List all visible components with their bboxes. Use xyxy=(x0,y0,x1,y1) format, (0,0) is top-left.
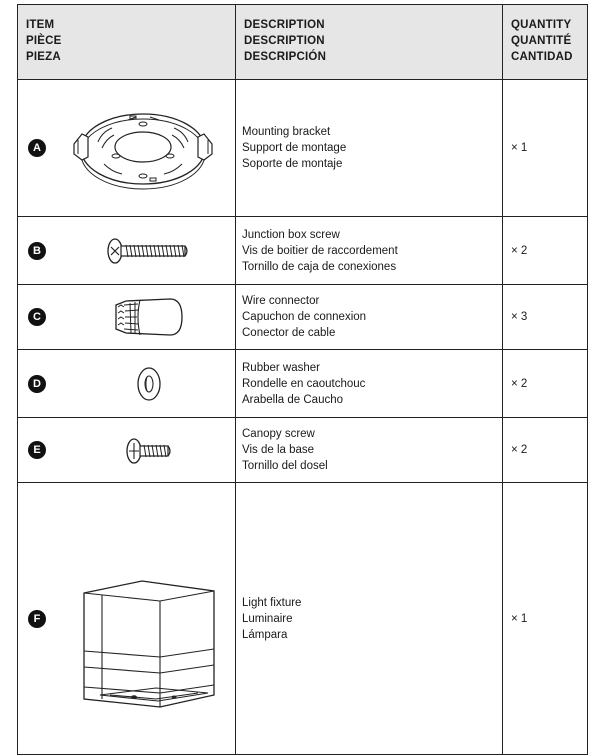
table-row xyxy=(18,217,588,285)
table-row xyxy=(18,350,588,418)
table-row xyxy=(18,483,588,755)
quantity-cell-e: × 2 xyxy=(503,418,588,483)
item-cell-b xyxy=(18,217,236,285)
description-cell-f xyxy=(236,483,503,755)
description-cell-a xyxy=(236,80,503,217)
description-es: Arabella de Caucho xyxy=(242,393,344,406)
header-item-fr: PIÈCE xyxy=(26,35,62,47)
description-fr: Vis de la base xyxy=(242,444,315,456)
header-quantity-en: QUANTITY xyxy=(511,19,572,31)
description-es: Conector de cable xyxy=(242,327,336,339)
description-fr: Support de montage xyxy=(242,142,347,154)
table-row xyxy=(18,80,588,217)
header-quantity xyxy=(503,5,588,80)
description-en: Junction box screw xyxy=(242,228,340,241)
header-description-es: DESCRIPCIÓN xyxy=(244,51,327,63)
description-es: Soporte de montaje xyxy=(242,158,343,170)
description-es: Tornillo de caja de conexiones xyxy=(242,260,397,273)
description-en: Light fixture xyxy=(242,596,302,609)
description-en: Rubber washer xyxy=(242,361,320,374)
description-en: Mounting bracket xyxy=(242,126,331,138)
light-fixture-icon xyxy=(80,575,220,715)
quantity-cell-a: × 1 xyxy=(503,80,588,217)
mounting-bracket-icon xyxy=(68,102,218,197)
item-cell-f xyxy=(18,483,236,755)
junction-box-screw-icon xyxy=(106,237,191,265)
item-badge-d: D xyxy=(28,375,46,393)
rubber-washer-icon xyxy=(135,365,163,403)
item-badge-b: B xyxy=(28,242,46,260)
item-cell-c xyxy=(18,285,236,350)
canopy-screw-icon xyxy=(125,437,175,465)
description-en: Wire connector xyxy=(242,295,320,307)
description-es: Lámpara xyxy=(242,628,288,641)
quantity-cell-d: × 2 xyxy=(503,350,588,418)
description-en: Canopy screw xyxy=(242,428,315,440)
header-quantity-es: CANTIDAD xyxy=(511,51,573,63)
description-cell-c xyxy=(236,285,503,350)
description-fr: Capuchon de connexion xyxy=(242,311,367,323)
description-cell-e xyxy=(236,418,503,483)
item-badge-c: C xyxy=(28,308,46,326)
item-badge-e: E xyxy=(28,441,46,459)
wire-connector-icon xyxy=(110,295,185,339)
table-row xyxy=(18,285,588,350)
parts-list-sheet xyxy=(17,4,587,750)
item-cell-e xyxy=(18,418,236,483)
header-item-es: PIEZA xyxy=(26,51,61,63)
quantity-cell-c: × 3 xyxy=(503,285,588,350)
table-row xyxy=(18,418,588,483)
table-header-row xyxy=(18,5,588,80)
header-quantity-fr: QUANTITÉ xyxy=(511,35,572,47)
quantity-cell-f: × 1 xyxy=(503,483,588,755)
header-item-en: ITEM xyxy=(26,19,55,31)
description-fr: Rondelle en caoutchouc xyxy=(242,377,366,390)
description-cell-b xyxy=(236,217,503,285)
item-badge-a: A xyxy=(28,139,46,157)
parts-table xyxy=(17,4,588,755)
header-description-en: DESCRIPTION xyxy=(244,19,325,31)
item-cell-d xyxy=(18,350,236,418)
description-es: Tornillo del dosel xyxy=(242,460,328,472)
quantity-cell-b: × 2 xyxy=(503,217,588,285)
header-description-fr: DESCRIPTION xyxy=(244,35,325,47)
item-badge-f: F xyxy=(28,610,46,628)
description-cell-d xyxy=(236,350,503,418)
header-item xyxy=(18,5,236,80)
description-fr: Luminaire xyxy=(242,612,293,625)
item-cell-a xyxy=(18,80,236,217)
description-fr: Vis de boitier de raccordement xyxy=(242,244,398,257)
header-description xyxy=(236,5,503,80)
